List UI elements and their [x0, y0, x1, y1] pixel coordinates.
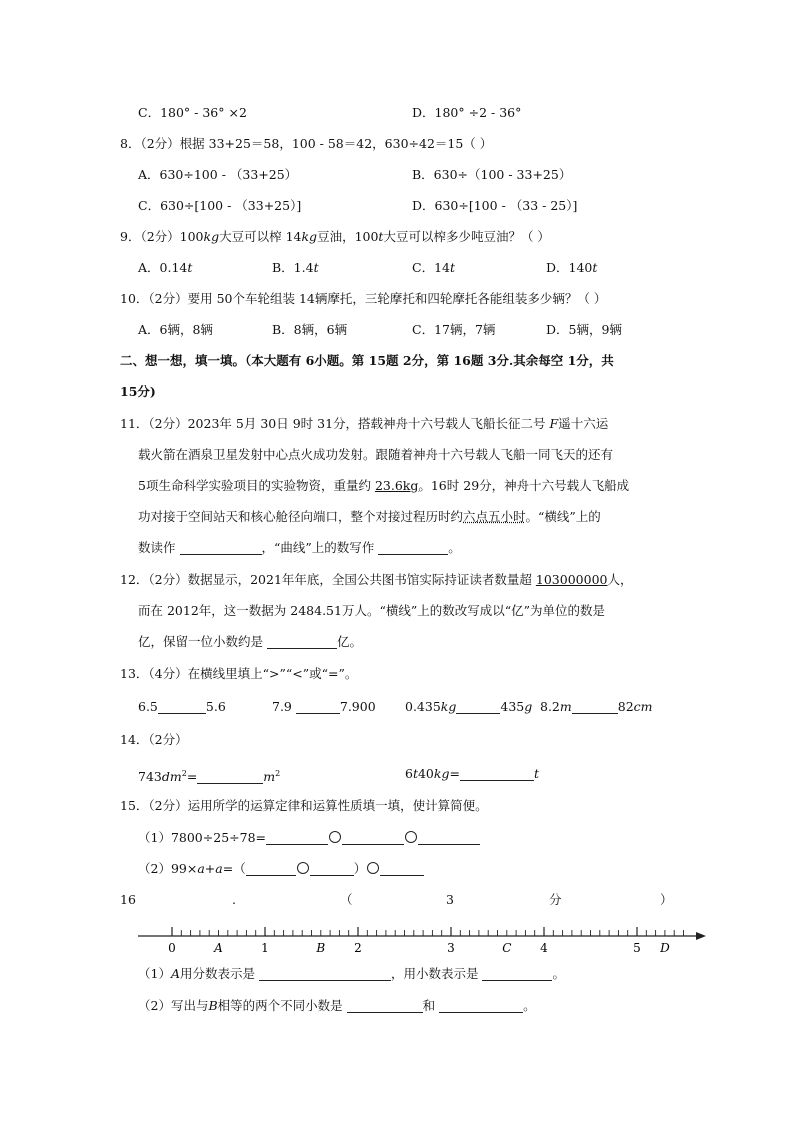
number-line-arrow: [696, 932, 706, 940]
q12-line-2: 而在 2012年，这一数据为 2484.51万人。“横线”上的数改写成以“亿”为单位的数是: [138, 603, 606, 618]
q9-option-a: [138, 259, 192, 277]
q9-option-c: [412, 259, 455, 277]
equals: =: [186, 769, 198, 784]
q9-option-c-text: C．14: [412, 260, 450, 275]
q8-option-c: C．630÷[100 - （33+25）]: [138, 198, 302, 213]
q15-text: （1）7800÷25÷78=: [138, 830, 266, 845]
unit-t: t: [187, 260, 193, 275]
q11-text: 数读作: [138, 540, 176, 555]
q12-text: 12．（2分）数据显示，2021年年底，全国公共图书馆实际持证读者数量超: [120, 572, 536, 587]
answer-blank[interactable]: [347, 998, 423, 1013]
q13-value: 435: [500, 699, 525, 714]
q14-value: 6: [405, 766, 413, 781]
q9-stem-part: 大豆可以榨多少吨豆油？（ ）: [383, 229, 550, 244]
answer-blank[interactable]: [259, 966, 391, 981]
q9-option-d: [546, 259, 597, 277]
q8-option-a: A．630÷100 - （33+25）: [138, 167, 298, 182]
answer-blank[interactable]: [180, 540, 262, 555]
q13-value: 7.900: [339, 699, 376, 714]
q16-text: （1）: [138, 966, 171, 981]
answer-blank[interactable]: [460, 766, 534, 781]
operator-circle-blank[interactable]: [329, 831, 341, 843]
number-line-label: 3: [447, 941, 455, 955]
q13-item-b: [272, 698, 376, 716]
q13-value: 8.2: [540, 699, 560, 714]
equals: =: [449, 766, 460, 781]
q16-text: 和: [422, 998, 436, 1013]
q12-line-3: [138, 633, 362, 651]
q11-text: 11．（2分）2023年 5月 30日 9时 31分，搭载神舟十六号载人飞船长征二号: [120, 416, 550, 431]
q10-option-b: B．8辆，6辆: [272, 322, 348, 337]
number-line-point-label: A: [214, 941, 223, 955]
number-line-point-label: B: [316, 941, 326, 955]
q15-text: +: [204, 861, 216, 876]
operator-circle-blank[interactable]: [367, 862, 379, 874]
operator-circle-blank[interactable]: [297, 862, 309, 874]
q10-stem: 10．（2分）要用 50个车轮组装 14辆摩托，三轮摩托和四轮摩托各能组装多少辆？（ ）: [120, 291, 607, 306]
answer-blank[interactable]: [378, 540, 448, 555]
q16-text: 相等的两个不同小数是: [217, 998, 343, 1013]
unit-kg: kg: [301, 229, 318, 244]
q16-left-paren: （: [340, 892, 353, 907]
q11-text: 。: [448, 540, 461, 555]
unit-dm: dm: [161, 769, 182, 784]
var-a: a: [215, 861, 223, 876]
number-line: [136, 918, 708, 962]
exponent: 2: [275, 769, 281, 778]
q15-text: （2）99×: [138, 861, 198, 876]
q11-line-2: 载火箭在酒泉卫星发射中心点火成功发射。跟随着神舟十六号载人飞船一同飞天的还有: [138, 447, 614, 462]
q13-value: 82: [617, 699, 634, 714]
answer-blank[interactable]: [482, 966, 552, 981]
q16-right-paren: ）: [660, 892, 673, 907]
answer-blank[interactable]: [266, 830, 328, 845]
unit-m: m: [263, 769, 276, 784]
var-f: F: [549, 416, 559, 431]
q9-option-b: [272, 259, 319, 277]
number-line-label: 1: [261, 941, 269, 955]
q11-line-3: [138, 477, 629, 495]
unit-cm: cm: [633, 699, 653, 714]
unit-kg: kg: [203, 229, 220, 244]
unit-t: t: [412, 766, 418, 781]
q16-part-2: [138, 997, 536, 1015]
q12-line-1: [120, 571, 633, 589]
q7-option-c: C．180° - 36° ×2: [138, 105, 247, 120]
q16-text: （2）写出与: [138, 998, 209, 1013]
q11-text: 。“横线”上的: [525, 509, 601, 524]
q10-option-d: D．5辆，9辆: [546, 322, 622, 337]
q11-line-4: [138, 508, 601, 526]
underlined-number: 23.6kg: [374, 478, 419, 493]
q11-text: 。16时 29分，神舟十六号载人飞船成: [418, 478, 630, 493]
curved-underlined-number: 六点五小时: [463, 509, 526, 524]
unit-kg: kg: [440, 699, 457, 714]
answer-blank[interactable]: [439, 998, 523, 1013]
q13-value: 7.9: [272, 699, 292, 714]
answer-blank[interactable]: [456, 699, 500, 714]
unit-t: t: [449, 260, 456, 275]
q12-text: 亿，保留一位小数约是: [138, 634, 264, 649]
answer-blank[interactable]: [310, 861, 354, 876]
answer-blank[interactable]: [342, 830, 404, 845]
q9-option-a-text: A．0.14: [138, 260, 188, 275]
q14-stem: 14．（2分）: [120, 732, 188, 747]
q12-text: 亿。: [337, 634, 363, 649]
q13-value: 0.435: [405, 699, 441, 714]
q15-text: ）: [353, 861, 367, 876]
underlined-number: 103000000: [535, 572, 608, 587]
var-a-point: A: [170, 966, 180, 981]
unit-t: t: [313, 260, 319, 275]
q7-option-d: D．180° ÷2 - 36°: [412, 105, 522, 120]
q13-stem: 13．（4分）在横线里填上“>”“<”或“=”。: [120, 666, 358, 681]
q13-item-a: [138, 698, 226, 716]
q12-text: 人，: [607, 572, 633, 587]
number-line-label: 4: [540, 941, 548, 955]
answer-blank[interactable]: [246, 861, 296, 876]
var-b-point: B: [208, 998, 218, 1013]
q9-stem: [120, 228, 550, 246]
q8-option-d: D．630÷[100 - （33 - 25）]: [412, 198, 578, 213]
q9-option-d-text: D．140: [546, 260, 593, 275]
q16-number: 16: [120, 892, 136, 907]
q13-value: 5.6: [205, 699, 226, 714]
q11-text: ，“曲线”上的数写作: [261, 540, 375, 555]
q16-text: 。: [552, 966, 565, 981]
answer-blank[interactable]: [418, 830, 480, 845]
q16-fen: 分: [549, 892, 562, 907]
answer-blank[interactable]: [158, 699, 206, 714]
number-line-point-label: D: [660, 941, 670, 955]
q15-part-1: [138, 829, 480, 847]
exponent: 2: [181, 769, 187, 778]
unit-t: t: [592, 260, 598, 275]
q16-text: 用分数表示是: [179, 966, 255, 981]
q14-item-b: [405, 765, 539, 783]
q13-item-d: [540, 698, 653, 716]
q9-option-b-text: B．1.4: [272, 260, 314, 275]
q16-text: ，用小数表示是: [390, 966, 479, 981]
q10-option-c: C．17辆，7辆: [412, 322, 496, 337]
answer-blank[interactable]: [197, 769, 263, 784]
q11-text: 遥十六运: [558, 416, 609, 431]
q16-dot: .: [232, 892, 236, 907]
q16-text: 。: [523, 998, 536, 1013]
number-line-label: 5: [633, 941, 641, 955]
unit-m: m: [559, 699, 572, 714]
q9-stem-part: 大豆可以榨 14: [219, 229, 302, 244]
q11-line-5: [138, 539, 461, 557]
q11-line-1: [120, 415, 608, 433]
q15-stem: 15．（2分）运用所学的运算定律和运算性质填一填，使计算简便。: [120, 798, 488, 813]
q8-option-b: B．630÷（100 - 33+25）: [412, 167, 572, 182]
unit-g: g: [524, 699, 533, 714]
answer-blank[interactable]: [296, 699, 340, 714]
q15-text: =（: [222, 861, 246, 876]
answer-blank[interactable]: [267, 634, 337, 649]
q11-text: 5项生命科学实验项目的实验物资，重量约: [138, 478, 375, 493]
q14-item-a: [138, 765, 280, 786]
q16-score: 3: [446, 892, 454, 907]
unit-kg: kg: [433, 766, 450, 781]
answer-blank[interactable]: [572, 699, 618, 714]
q14-value: 743: [138, 769, 162, 784]
number-line-point-label: C: [502, 941, 512, 955]
q8-stem: 8．（2分）根据 33+25＝58，100 - 58＝42，630÷42＝15（ ）: [120, 136, 493, 151]
q15-part-2: [138, 860, 424, 878]
q9-stem-part: 9．（2分）100: [120, 229, 204, 244]
q13-item-c: [405, 698, 532, 716]
q9-stem-part: 豆油，100: [317, 229, 379, 244]
unit-t: t: [533, 766, 539, 781]
section-2-heading-cont: 15分): [120, 384, 156, 399]
operator-circle-blank[interactable]: [405, 831, 417, 843]
q13-value: 6.5: [138, 699, 158, 714]
number-line-label: 0: [168, 941, 176, 955]
q14-value: 40: [417, 766, 434, 781]
number-line-label: 2: [354, 941, 362, 955]
q11-text: 功对接于空间站天和核心舱径向端口，整个对接过程历时约: [138, 509, 464, 524]
q16-part-1: [138, 965, 565, 983]
var-a: a: [197, 861, 205, 876]
answer-blank[interactable]: [380, 861, 424, 876]
unit-t: t: [378, 229, 384, 244]
q10-option-a: A．6辆，8辆: [138, 322, 213, 337]
section-2-heading: 二、想一想，填一填。（本大题有 6小题。第 15题 2分，第 16题 3分.其余每空 1分，共: [120, 353, 614, 368]
